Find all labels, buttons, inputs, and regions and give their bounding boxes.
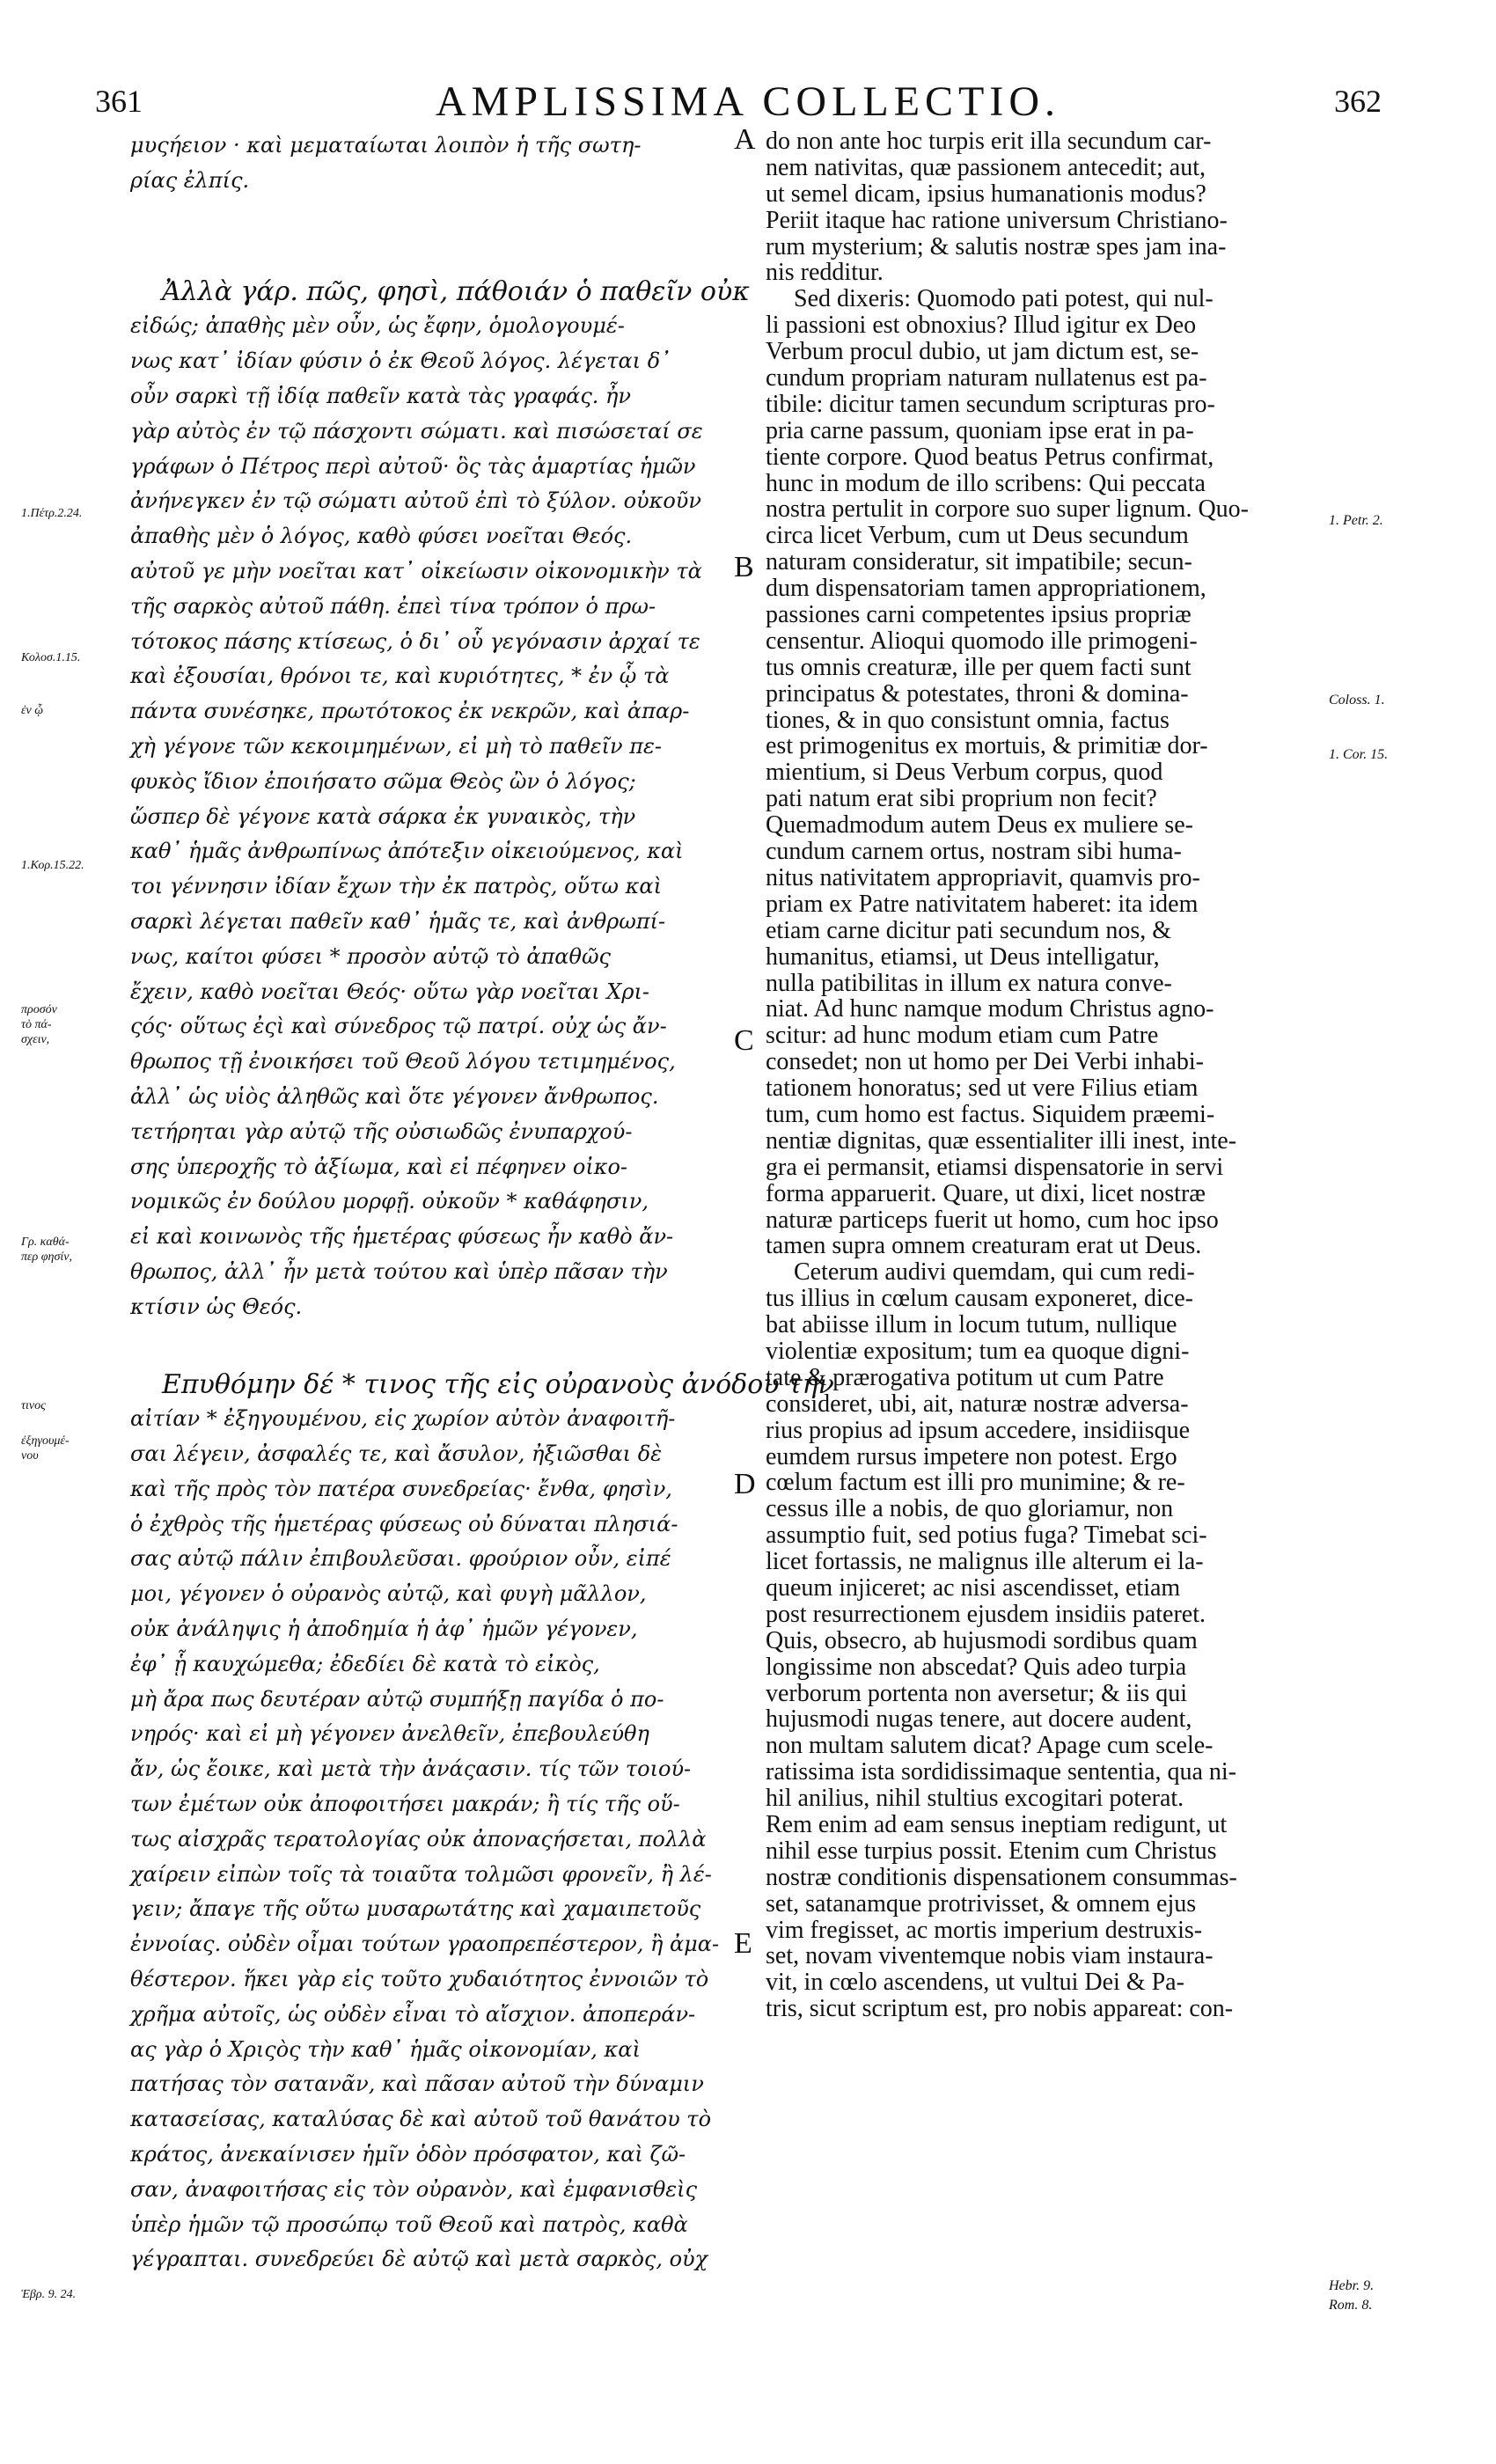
latin-line: li passioni est obnoxius? Illud igitur ex Deo	[766, 312, 1197, 340]
greek-line: των ἐμέτων οὐκ ἀποφοιτήσει μακράν; ἢ τίς τῆς οὕ-	[130, 1792, 680, 1817]
greek-line: νηρός· καὶ εἰ μὴ γέγονεν ἀνελθεῖν, ἐπεβουλεύθη	[130, 1721, 649, 1747]
latin-line: Periit itaque hac ratione universum Christiano-	[766, 206, 1228, 234]
greek-line: θρωπος τῇ ἐνοικήσει τοῦ Θεοῦ λόγου τετιμημένος,	[130, 1049, 676, 1074]
latin-line: nentiæ dignitas, quæ essentialiter illi inest, inte-	[766, 1126, 1237, 1155]
latin-line: nostra pertulit in corpore suo super lignum. Quo-	[766, 495, 1250, 524]
greek-line: σας αὐτῷ πάλιν ἐπιβουλεῦσαι. φρούριον οὖν, εἰπέ	[130, 1546, 671, 1572]
greek-line: κτίσιν ὡς Θεός.	[130, 1294, 303, 1319]
greek-line: οὖν σαρκὶ τῇ ἰδίᾳ παθεῖν κατὰ τὰς γραφάς. ἦν	[130, 383, 632, 408]
latin-line: longissime non abscedat? Quis adeo turpia	[766, 1653, 1187, 1681]
latin-line: cundum propriam naturam nullatenus est pa-	[766, 364, 1207, 392]
greek-line: ἔχειν, καθὸ νοεῖται Θεός· οὕτω γὰρ νοεῖται Χρι-	[130, 979, 649, 1004]
latin-line: naturæ particeps fuerit ut homo, cum hoc ipso	[766, 1206, 1219, 1234]
greek-line: ὥσπερ δὲ γέγονε κατὰ σάρκα ἐκ γυναικὸς, τὴν	[130, 803, 636, 829]
latin-line: set, satanamque protrivisset, & omnem ejus	[766, 1889, 1197, 1918]
greek-line: τετήρηται γὰρ αὐτῷ τῆς οὐσιωδῶς ἐνυπαρχού-	[130, 1118, 633, 1144]
greek-line: ὁ ἐχθρὸς τῆς ἡμετέρας φύσεως οὐ δύναται πλησιά-	[130, 1511, 678, 1536]
section-marker-b: B	[734, 551, 754, 583]
greek-line: κράτος, ἀνεκαίνισεν ἡμῖν ὁδὸν πρόσφατον, καὶ ζῶ-	[130, 2142, 686, 2167]
latin-line: consedet; non ut homo per Dei Verbi inhabi-	[766, 1048, 1204, 1076]
margin-note: 1.Κορ.15.22.	[21, 859, 84, 872]
greek-line: τῆς σαρκὸς αὐτοῦ πάθη. ἐπεὶ τίνα τρόπον ὁ πρω-	[130, 593, 656, 619]
latin-line: tiones, & in quo consistunt omnia, factus	[766, 706, 1170, 734]
latin-line: set, novam viventemque nobis viam instaura-	[766, 1942, 1214, 1970]
latin-line: bat abiisse illum in locum tutum, nullique	[766, 1311, 1177, 1339]
latin-line: licet fortassis, ne malignus ille alterum ei la-	[766, 1548, 1204, 1576]
greek-line: χαίρειν εἰπὼν τοῖς τὰ τοιαῦτα τολμῶσι φρονεῖν, ἢ λέ-	[130, 1861, 712, 1887]
greek-line: φυκὸς ἴδιον ἐποιήσατο σῶμα Θεὸς ὢν ὁ λόγος;	[130, 768, 636, 794]
latin-line: dum dispensatoriam tamen appropriationem,	[766, 575, 1206, 603]
greek-line: ἐννοίας. οὐδὲν οἶμαι τούτων γραοπρεπέστερον, ἢ ἀμα-	[130, 1932, 720, 1957]
latin-line: non multam salutem dicat? Apage cum scele-	[766, 1732, 1214, 1760]
latin-line: vim fregisset, ac mortis imperium destruxis-	[766, 1916, 1203, 1944]
latin-line: pria carne passum, quoniam ipse erat in pa-	[766, 416, 1194, 444]
greek-line: σαρκὶ λέγεται παθεῖν καθ᾽ ἡμᾶς τε, καὶ ἀνθρωπί-	[130, 908, 666, 934]
greek-line: ας γὰρ ὁ Χριςὸς τὴν καθ᾽ ἡμᾶς οἰκονομίαν, καὶ	[130, 2036, 641, 2062]
latin-line: tum, cum homo est factus. Siquidem præemi-	[766, 1100, 1215, 1128]
latin-line: rius propius ad ipsum accedere, insidiisque	[766, 1416, 1191, 1444]
greek-line: ρίας ἐλπίς.	[130, 167, 250, 193]
greek-line: θρωπος, ἀλλ᾽ ἦν μετὰ τούτου καὶ ὑπὲρ πᾶσαν τὴν	[130, 1258, 668, 1284]
margin-note: Hebr. 9.	[1329, 2278, 1375, 2293]
margin-note: προσόν	[21, 1003, 57, 1016]
latin-line: humanitus, etiamsi, ut Deus intelligatur,	[766, 942, 1160, 971]
greek-line: μὴ ἄρα πως δευτέραν αὐτῷ συμπήξῃ παγίδα ὁ πο-	[130, 1686, 664, 1712]
latin-line: nulla patibilitas in illum ex natura conve-	[766, 969, 1172, 997]
margin-note: νου	[21, 1449, 39, 1463]
latin-line: tiente corpore. Quod beatus Petrus confirmat,	[766, 443, 1214, 471]
margin-note: Γρ. καθά-	[21, 1236, 70, 1249]
latin-line: forma apparuerit. Quare, ut dixi, licet nostræ	[766, 1179, 1206, 1207]
greek-line: γέγραπται. συνεδρεύει δὲ αὐτῷ καὶ μετὰ σαρκὸς, οὐχ	[130, 2247, 708, 2272]
latin-line: assumptio fuit, sed potius fuga? Timebat sci-	[766, 1522, 1207, 1550]
greek-line: γὰρ αὐτὸς ἐν τῷ πάσχοντι σώματι. καὶ πισώσεταί σε	[130, 418, 703, 444]
margin-note: τὸ πά-	[21, 1018, 52, 1031]
greek-line: νομικῶς ἐν δούλου μορφῇ. οὐκοῦν * καθάφησιν,	[130, 1189, 649, 1214]
latin-line: nitus nativitatem appropriavit, quamvis pro-	[766, 863, 1200, 891]
greek-line: σαι λέγειν, ἀσφαλές τε, καὶ ἄσυλον, ἠξιῶσθαι δὲ	[130, 1441, 663, 1467]
latin-line: tate & prærogativa potitum ut cum Patre	[766, 1363, 1164, 1391]
latin-line: censentur. Alioqui quomodo ille primogeni-	[766, 627, 1198, 655]
margin-note: Κολοσ.1.15.	[21, 651, 81, 664]
greek-line: εἰδώς; ἀπαθὴς μὲν οὖν, ὡς ἔφην, ὁμολογουμέ-	[130, 313, 625, 339]
latin-line: hunc in modum de illo scribens: Qui peccata	[766, 469, 1206, 497]
latin-line: post resurrectionem ejusdem insidiis pateret.	[766, 1600, 1206, 1628]
section-marker-a: A	[734, 123, 756, 156]
latin-line: verborum portenta non aversetur; & iis qui	[766, 1679, 1187, 1707]
margin-note: Ἑβρ. 9. 24.	[21, 2288, 77, 2301]
latin-line: tus omnis creaturæ, ille per quem facti sunt	[766, 653, 1192, 681]
greek-line: καθ᾽ ἡμᾶς ἀνθρωπίνως ἀπότεξιν οἰκειούμενος, καὶ	[130, 839, 684, 864]
greek-line: μοι, γέγονεν ὁ οὐρανὸς αὐτῷ, καὶ φυγὴ μᾶλλον,	[130, 1581, 647, 1607]
greek-line: οὐκ ἀνάληψις ἡ ἀποδημία ἡ ἀφ᾽ ἡμῶν γέγονεν,	[130, 1617, 638, 1642]
running-header	[0, 77, 1496, 130]
latin-line: mientium, si Deus Verbum corpus, quod	[766, 759, 1163, 787]
latin-line: scitur: ad hunc modum etiam cum Patre	[766, 1022, 1159, 1050]
greek-line: ἀνήνεγκεν ἐν τῷ σώματι αὐτοῦ ἐπὶ τὸ ξύλον. οὐκοῦν	[130, 488, 701, 514]
latin-line: circa licet Verbum, cum ut Deus secundum	[766, 522, 1189, 550]
latin-line: tationem honoratus; sed ut vere Filius etiam	[766, 1074, 1199, 1103]
greek-line: θέστερον. ἥκει γὰρ εἰς τοῦτο χυδαιότητος ἐννοιῶν τὸ	[130, 1967, 709, 1992]
greek-line: καὶ τῆς πρὸς τὸν πατέρα συνεδρείας· ἔνθα, φησὶν,	[130, 1476, 672, 1501]
section-marker-e: E	[734, 1927, 752, 1960]
section-marker-c: C	[734, 1024, 754, 1057]
latin-line: niat. Ad hunc namque modum Christus agno-	[766, 995, 1214, 1023]
greek-line: ἀπαθὴς μὲν ὁ λόγος, καθὸ φύσει νοεῖται Θεός.	[130, 524, 633, 549]
greek-line: Επυθόμην δέ * τινος τῆς εἰς οὐρανοὺς ἀνόδου τὴν	[162, 1368, 834, 1400]
greek-line: πατήσας τὸν σατανᾶν, καὶ πᾶσαν αὐτοῦ τὴν δύναμιν	[130, 2072, 704, 2097]
latin-line: cœlum factum est illi pro munimine; & re-	[766, 1469, 1185, 1497]
latin-line: priam ex Patre nativitatem haberet: ita idem	[766, 890, 1199, 918]
greek-line: τως αἰσχρᾶς τερατολογίας οὐκ ἀποναςήσεται, πολλὰ	[130, 1826, 707, 1852]
latin-line: Verbum procul dubio, ut jam dictum est, se-	[766, 338, 1199, 366]
greek-line: νως κατ᾽ ἰδίαν φύσιν ὁ ἐκ Θεοῦ λόγος. λέγεται δ᾽	[130, 348, 671, 374]
latin-line: consideret, ubi, ait, naturæ nostræ adversa-	[766, 1390, 1189, 1418]
margin-note: 1. Cor. 15.	[1329, 747, 1389, 762]
greek-line: πάντα συνέσηκε, πρωτότοκος ἐκ νεκρῶν, καὶ ἀπαρ-	[130, 699, 690, 724]
latin-line: vit, in cœlo ascendens, ut vultui Dei & Pa-	[766, 1969, 1184, 1997]
greek-line: Ἀλλὰ γάρ. πῶς, φησὶ, πάθοιάν ὁ παθεῖν οὐκ	[162, 275, 750, 307]
greek-line: σης ὑπεροχῆς τὸ ἀξίωμα, καὶ εἰ πέφηνεν οἰκο-	[130, 1154, 628, 1179]
page-number-left: 361	[95, 84, 143, 119]
greek-line: αἰτίαν * ἐξηγουμένου, εἰς χωρίον αὐτὸν ἀναφοιτῆ-	[130, 1406, 676, 1432]
greek-line: γράφων ὁ Πέτρος περὶ αὐτοῦ· ὃς τὰς ἁμαρτίας ἡμῶν	[130, 453, 696, 479]
latin-line: tibile: dicitur tamen secundum scripturas pro-	[766, 390, 1215, 418]
latin-line: nostræ conditionis dispensationem consummas-	[766, 1863, 1237, 1891]
latin-line: est primogenitus ex mortuis, & primitiæ dor-	[766, 732, 1208, 760]
latin-line: nem nativitas, quæ passionem antecedit; aut,	[766, 153, 1206, 181]
margin-note: 1. Petr. 2.	[1329, 513, 1383, 528]
margin-note: τινος	[21, 1399, 46, 1412]
latin-line: rum mysterium; & salutis nostræ spes jam ina-	[766, 232, 1227, 260]
latin-line: queum injiceret; ac nisi ascendisset, etiam	[766, 1573, 1181, 1602]
latin-line: pati natum erat sibi proprium non fecit?	[766, 785, 1157, 813]
latin-line: naturam consideratur, sit impatibile; secun-	[766, 548, 1192, 576]
latin-line: violentiæ expositum; tum ea quoque digni-	[766, 1337, 1190, 1365]
latin-line: cessus ille a nobis, de quo gloriamur, non	[766, 1495, 1174, 1523]
page-number-right: 362	[1334, 84, 1382, 119]
latin-line: Rem enim ad eam sensus ineptiam redigunt, ut	[766, 1811, 1228, 1838]
latin-column	[766, 128, 1329, 2022]
latin-line: cundum carnem ortus, nostram sibi huma-	[766, 838, 1182, 866]
greek-line: αὐτοῦ γε μὴν νοεῖται κατ᾽ οἰκείωσιν οἰκονομικὴν τὰ	[130, 558, 702, 583]
latin-line: tamen supra omnem creaturam erat ut Deus.	[766, 1232, 1202, 1260]
latin-line: Ceterum audivi quemdam, qui cum redi-	[794, 1258, 1195, 1287]
latin-line: do non ante hoc turpis erit illa secundum car-	[766, 128, 1212, 155]
latin-line: etiam carne dicitur pati secundum nos, &	[766, 916, 1172, 944]
margin-note: 1.Πέτρ.2.24.	[21, 507, 83, 520]
greek-line: ἐφ᾽ ᾗ καυχώμεθα; ἐδεδίει δὲ κατὰ τὸ εἰκὸς,	[130, 1651, 600, 1676]
latin-line: tus illius in cœlum causam exponeret, dice-	[766, 1285, 1193, 1313]
latin-line: gra ei permansit, etiamsi dispensatorie in servi	[766, 1153, 1224, 1181]
greek-line: τοι γέννησιν ἰδίαν ἔχων τὴν ἐκ πατρὸς, οὕτω καὶ	[130, 874, 662, 899]
greek-line: κατασείσας, καταλύσας δὲ καὶ αὐτοῦ τοῦ θανάτου τὸ	[130, 2107, 712, 2132]
latin-line: ut semel dicam, ipsius humanationis modus?	[766, 180, 1206, 208]
greek-line: χὴ γέγονε τῶν κεκοιμημένων, εἰ μὴ τὸ παθεῖν πε-	[130, 733, 662, 759]
latin-line: Quis, obsecro, ab hujusmodi sordibus quam	[766, 1626, 1198, 1654]
margin-note: Coloss. 1.	[1329, 693, 1385, 708]
latin-line: principatus & potestates, throni & domina-	[766, 679, 1189, 708]
margin-note: Rom. 8.	[1329, 2298, 1373, 2313]
latin-line: nihil esse turpius possit. Etenim cum Christus	[766, 1837, 1217, 1865]
latin-line: passiones carni competentes ipsius propriæ	[766, 601, 1192, 629]
greek-line: καὶ ἐξουσίαι, θρόνοι τε, καὶ κυριότητες, * ἐν ᾧ τὰ	[130, 664, 670, 689]
margin-note: ἐν ᾧ	[21, 704, 44, 717]
margin-note: σχειν,	[21, 1033, 50, 1046]
greek-line: ςός· οὕτως ἐςὶ καὶ σύνεδρος τῷ πατρί. οὐχ ὡς ἄν-	[130, 1014, 667, 1039]
section-marker-d: D	[734, 1468, 756, 1500]
greek-line: γειν; ἄπαγε τῆς οὕτω μυσαρωτάτης καὶ χαμαιπετοῦς	[130, 1896, 701, 1922]
latin-line: tris, sicut scriptum est, pro nobis appareat: con-	[766, 1995, 1234, 2023]
greek-line: νως, καίτοι φύσει * προσὸν αὐτῷ τὸ ἀπαθῶς	[130, 943, 611, 969]
latin-line: hil anilius, nihil stultius excogitari poterat.	[766, 1785, 1184, 1813]
latin-line: hujusmodi nugas tenere, aut docere audent,	[766, 1705, 1192, 1734]
greek-line: τότοκος πάσης κτίσεως, ὁ δι᾽ οὗ γεγόνασιν ἀρχαί τε	[130, 628, 700, 654]
greek-line: χρῆμα αὐτοῖς, ὡς οὐδὲν εἶναι τὸ αἴσχιον. ἀποπεράν-	[130, 2001, 696, 2027]
latin-line: Quemadmodum autem Deus ex muliere se-	[766, 811, 1193, 840]
greek-line: εἰ καὶ κοινωνὸς τῆς ἡμετέρας φύσεως ἦν καθὸ ἄν-	[130, 1224, 674, 1250]
latin-line: ratissima ista sordidissimaque sententia, qua ni-	[766, 1758, 1237, 1786]
greek-line: ἀλλ᾽ ὡς υἱὸς ἀληθῶς καὶ ὅτε γέγονεν ἄνθρωπος.	[130, 1083, 659, 1109]
latin-line: nis redditur.	[766, 259, 884, 287]
greek-line: ἄν, ὡς ἔοικε, καὶ μετὰ τὴν ἀνάςασιν. τίς τῶν τοιού-	[130, 1756, 692, 1782]
greek-line: ὑπὲρ ἡμῶν τῷ προσώπῳ τοῦ Θεοῦ καὶ πατρὸς, καθὰ	[130, 2211, 688, 2237]
running-title: AMPLISSIMA COLLECTIO.	[435, 78, 1061, 125]
latin-line: eumdem rursus impetere non potest. Ergo	[766, 1442, 1177, 1470]
greek-line: σαν, ἀναφοιτήσας εἰς τὸν οὐρανὸν, καὶ ἐμφανισθεὶς	[130, 2176, 698, 2202]
margin-note: περ φησίν,	[21, 1250, 72, 1264]
greek-line: μυςήειον · καὶ μεματαίωται λοιπὸν ἡ τῆς σωτη-	[130, 133, 642, 158]
latin-line: Sed dixeris: Quomodo pati potest, qui nul-	[794, 285, 1214, 313]
margin-note: ἐξηγουμέ-	[21, 1434, 70, 1448]
